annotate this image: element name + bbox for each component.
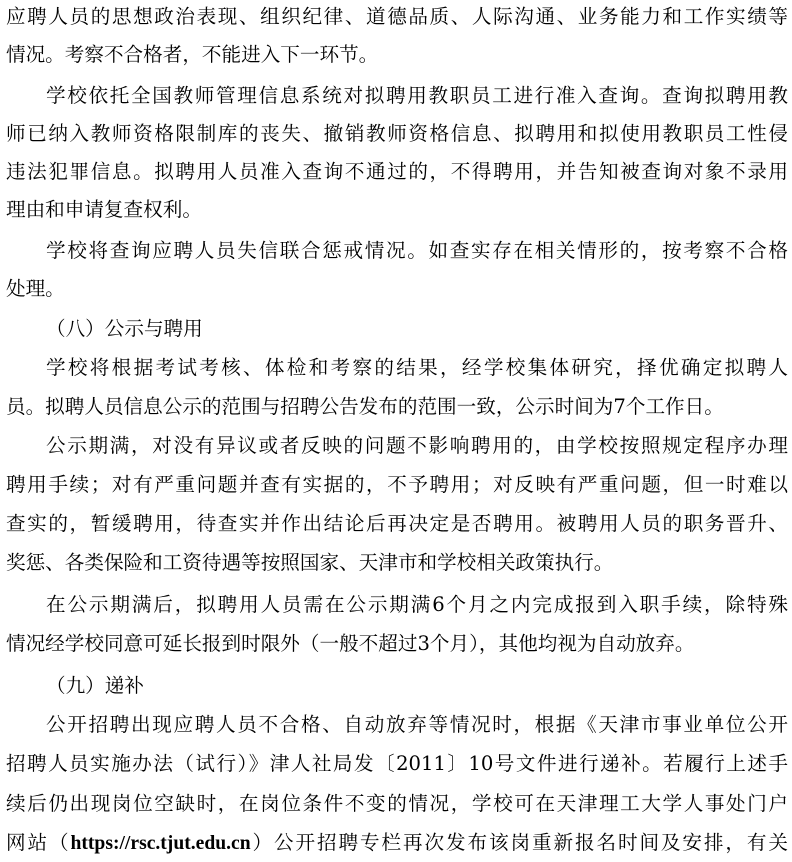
paragraph-line: 违法犯罪信息。拟聘用人员准入查询不通过的，不得聘用，并告知被查询对象不录用: [6, 160, 788, 183]
paragraph-line-with-link: [6, 827, 788, 859]
paragraph-line: 处理。: [6, 277, 65, 300]
paragraph-line: 招聘人员实施办法（试行）》津人社局发〔2011〕10号文件进行递补。若履行上述手: [6, 752, 788, 775]
paragraph-line: 公开招聘出现应聘人员不合格、自动放弃等情况时，根据《天津市事业单位公开: [46, 713, 788, 736]
paragraph-line: 学校将查询应聘人员失信联合惩戒情况。如查实存在相关情形的，按考察不合格: [46, 239, 788, 262]
paragraph-line: 员。拟聘人员信息公示的范围与招聘公告发布的范围一致，公示时间为7个工作日。: [6, 395, 724, 418]
paragraph-line: 公示期满，对没有异议或者反映的问题不影响聘用的，由学校按照规定程序办理: [46, 434, 788, 457]
paragraph-line: 情况。考察不合格者，不能进入下一环节。: [6, 43, 379, 66]
paragraph-line: 续后仍出现岗位空缺时，在岗位条件不变的情况，学校可在天津理工大学人事处门户: [6, 792, 788, 815]
hr-website-link[interactable]: https://rsc.tjut.edu.cn: [70, 833, 251, 854]
paragraph-line: 师已纳入教师资格限制库的丧失、撤销教师资格信息、拟聘用和拟使用教职员工性侵: [6, 122, 788, 145]
paragraph-line: 理由和申请复查权利。: [6, 198, 202, 221]
section-heading: （九）递补: [46, 674, 144, 697]
paragraph-line: 聘用手续；对有严重问题并查有实据的，不予聘用；对反映有严重问题，但一时难以: [6, 473, 788, 496]
paragraph-line: 学校依托全国教师管理信息系统对拟聘用教职员工进行准入查询。查询拟聘用教: [46, 84, 788, 107]
link-suffix: ）公开招聘专栏再次发布该岗重新报名时间及安排，有关: [250, 831, 789, 854]
paragraph-line: 奖惩、各类保险和工资待遇等按照国家、天津市和学校相关政策执行。: [6, 551, 614, 574]
paragraph-line: 在公示期满后，拟聘用人员需在公示期满6个月之内完成报到入职手续，除特殊: [46, 593, 788, 616]
paragraph-line: 情况经学校同意可延长报到时限外（一般不超过3个月），其他均视为自动放弃。: [6, 632, 695, 655]
paragraph-line: 应聘人员的思想政治表现、组织纪律、道德品质、人际沟通、业务能力和工作实绩等: [6, 5, 788, 28]
paragraph-line: 学校将根据考试考核、体检和考察的结果，经学校集体研究，择优确定拟聘人: [46, 356, 788, 379]
section-heading: （八）公示与聘用: [46, 317, 203, 340]
link-prefix: 网站（: [6, 831, 71, 854]
paragraph-line: 查实的，暂缓聘用，待查实并作出结论后再决定是否聘用。被聘用人员的职务晋升、: [6, 512, 788, 535]
